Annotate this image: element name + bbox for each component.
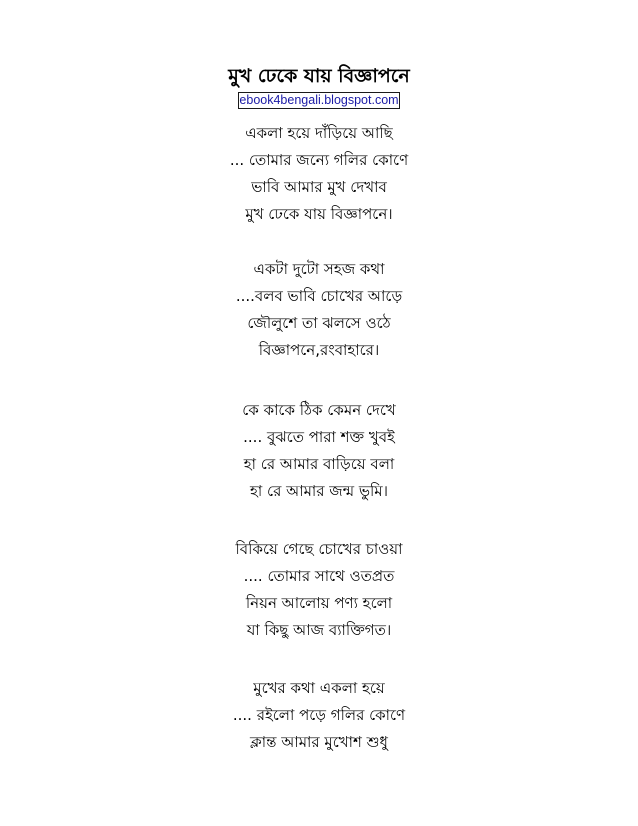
poem-line: নিয়ন আলোয় পণ্য হলো	[245, 594, 393, 612]
poem-line: .... বুঝতে পারা শক্ত খুবই	[243, 428, 395, 446]
poem-line: হা রে আমার বাড়িয়ে বলা	[243, 455, 395, 473]
poem-line: .... রইলো পড়ে গলির কোণে	[232, 706, 406, 724]
poem-line: ভাবি আমার মুখ দেখাব	[251, 178, 387, 196]
poem-line: বিজ্ঞাপনে,রংবাহারে।	[258, 341, 380, 359]
poem-line: .... তোমার সাথে ওতপ্রত	[243, 567, 395, 585]
poem-line: ক্লান্ত আমার মুখোশ শুধু	[250, 733, 388, 751]
poem-line: হা রে আমার জন্ম ভুমি।	[250, 482, 388, 500]
poem-line: জৌলুশে তা ঝলসে ওঠে	[247, 314, 391, 332]
poem-line: একলা হয়ে দাঁড়িয়ে আছি	[245, 124, 393, 142]
poem-line: ... তোমার জন্যে গলির কোণে	[229, 151, 409, 169]
poem-line: কে কাকে ঠিক কেমন দেখে	[242, 401, 396, 419]
stanza-1	[0, 120, 638, 228]
poem-title: মুখ ঢেকে যায় বিজ্ঞাপনে	[228, 65, 410, 87]
stanza-4	[0, 536, 638, 644]
poem-line: বিকিয়ে গেছে চোখের চাওয়া	[235, 540, 403, 558]
stanza-2	[0, 256, 638, 364]
stanza-5	[0, 675, 638, 756]
stanza-3	[0, 397, 638, 505]
poem-line: যা কিছু আজ ব্যাক্তিগত।	[246, 621, 392, 639]
source-link[interactable]: ebook4bengali.blogspot.com	[239, 93, 399, 107]
poem-line: একটা দুটো সহজ কথা	[253, 260, 385, 278]
poem-line: ....বলব ভাবি চোখের আড়ে	[235, 287, 403, 305]
poem-line: মুখ ঢেকে যায় বিজ্ঞাপনে।	[245, 205, 393, 223]
poem-line: মুখের কথা একলা হয়ে	[253, 679, 385, 697]
